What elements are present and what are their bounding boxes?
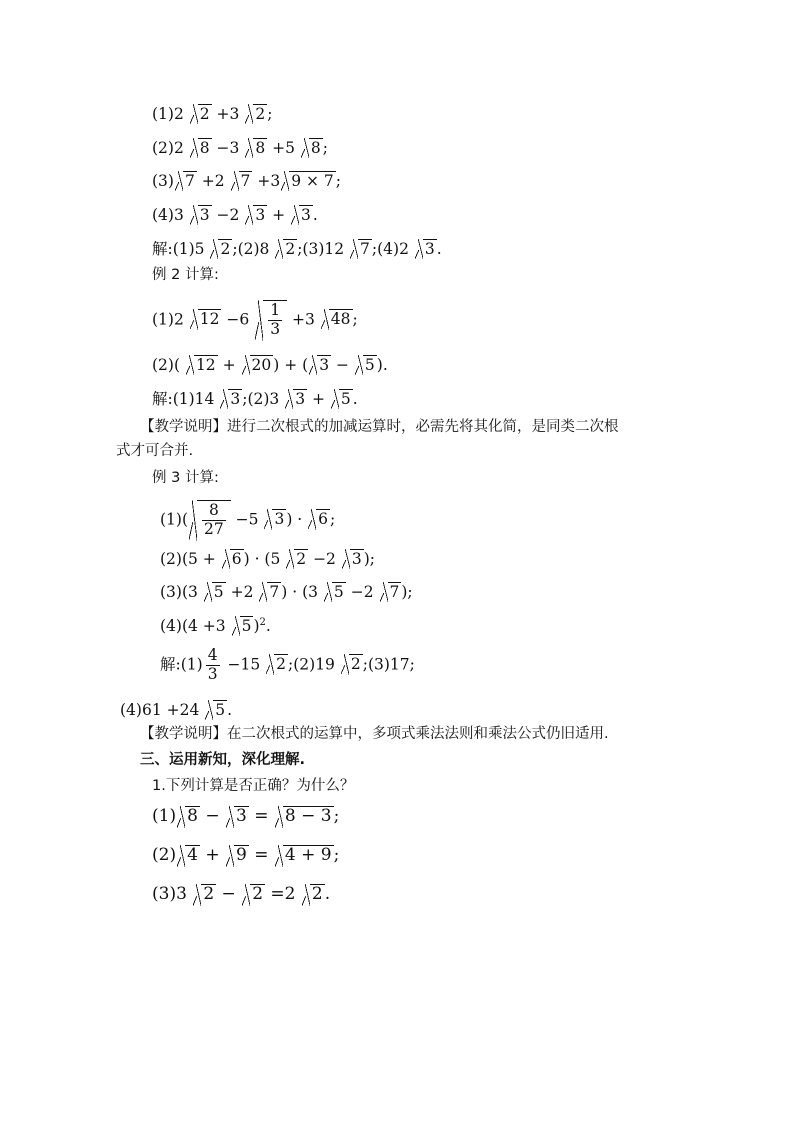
sqrt <box>349 654 363 672</box>
text: ;(2)19 <box>288 655 340 674</box>
radicand: 2 <box>203 884 215 904</box>
sqrt <box>350 549 364 567</box>
sqrt <box>198 205 212 223</box>
numerator: 4 <box>207 646 218 664</box>
sqrt <box>239 171 253 189</box>
radicand: 20 <box>251 356 272 374</box>
sqrt <box>250 355 274 373</box>
text: 解:(1) <box>160 655 203 674</box>
text: (3)3 <box>152 884 193 904</box>
text: (4)(4 +3 <box>160 617 231 635</box>
text: +3 <box>252 172 281 190</box>
radicand: 2 <box>276 655 287 674</box>
text: ) · <box>286 510 308 529</box>
text: =2 <box>265 884 301 904</box>
sqrt <box>198 309 222 327</box>
radicand: 5 <box>213 583 224 601</box>
numerator: 8 <box>208 501 219 519</box>
sqrt <box>317 355 331 373</box>
example-2-heading: 例 2 计算: <box>152 267 219 283</box>
radicand: 3 <box>235 806 247 826</box>
sqrt <box>230 549 244 567</box>
text: ; <box>322 139 329 157</box>
radicand: 7 <box>240 172 251 190</box>
text: ;(4)2 <box>371 240 414 258</box>
example-3-answer <box>160 647 415 684</box>
radicand: 48 <box>330 310 351 329</box>
radicand: 4 + 9 <box>284 845 332 865</box>
text: . <box>352 390 358 408</box>
text: − <box>331 356 354 374</box>
text: ; <box>333 845 340 865</box>
sqrt <box>185 845 200 865</box>
radicand: 6 <box>318 510 329 529</box>
example-2-line-1 <box>152 300 358 339</box>
text: + <box>199 845 225 865</box>
text: (1)( <box>160 510 189 529</box>
radicand: 7 <box>184 172 195 190</box>
text: (2)(5 + <box>160 550 221 568</box>
radicand: 9 × 7 <box>291 172 334 190</box>
sqrt <box>198 138 212 156</box>
text: ; <box>330 510 336 529</box>
radicand: 2 <box>220 240 231 258</box>
text: − <box>216 884 242 904</box>
text: 解:(1)5 <box>152 240 210 258</box>
text: ) <box>253 617 260 635</box>
radicand: 8 <box>310 139 321 157</box>
text: = <box>248 845 274 865</box>
radicand: 9 <box>235 845 247 865</box>
text: (4)61 +24 <box>120 701 205 719</box>
text: (2) <box>152 845 177 865</box>
text: ;(2)3 <box>242 390 285 408</box>
sqrt <box>253 104 267 122</box>
teaching-note-1-line-1: 【教学说明】进行二次根式的加减运算时，必需先将其化简，是同类二次根 <box>140 419 619 435</box>
text: −2 <box>345 583 379 601</box>
sqrt <box>283 239 297 257</box>
text: ; <box>267 105 273 123</box>
sqrt <box>272 509 286 527</box>
sqrt <box>339 389 353 407</box>
radicand: 8 <box>255 139 266 157</box>
exercise-line-4 <box>152 205 318 224</box>
sqrt <box>299 205 313 223</box>
text: ); <box>401 583 413 601</box>
example-3-line-2 <box>160 549 375 568</box>
text: ) · (5 <box>243 550 286 568</box>
radicand: 5 <box>340 390 351 408</box>
sqrt <box>194 355 218 373</box>
radicand: 5 <box>241 617 252 635</box>
text: ) · (3 <box>281 583 323 601</box>
radicand: 7 <box>269 583 280 601</box>
example-3-answer-line-2 <box>120 700 232 719</box>
answer-line-1 <box>152 239 442 258</box>
text: −2 <box>308 550 341 568</box>
example-3-line-1 <box>160 500 335 539</box>
text: (2)( <box>152 356 185 374</box>
radicand: 3 <box>274 510 285 529</box>
text: . <box>436 240 442 258</box>
text: −6 <box>221 310 255 329</box>
sqrt <box>267 582 281 600</box>
radicand: 5 <box>364 356 375 374</box>
radicand: 8 − 3 <box>284 806 332 826</box>
radicand: 2 <box>311 884 323 904</box>
sqrt <box>388 582 402 600</box>
sqrt <box>228 389 242 407</box>
text: ;(2)8 <box>232 240 275 258</box>
text: . <box>265 617 271 635</box>
text: ) + ( <box>273 356 309 374</box>
radicand: 2 <box>285 240 296 258</box>
text: (1)2 <box>152 310 189 329</box>
radicand: 3 <box>301 206 311 224</box>
text: + <box>267 206 291 224</box>
text: + <box>307 390 330 408</box>
radicand: 2 <box>296 550 307 568</box>
radicand: 2 <box>255 105 266 123</box>
sqrt <box>309 138 323 156</box>
sqrt <box>250 884 265 904</box>
question-line-1 <box>152 806 339 826</box>
radicand: 12 <box>199 310 220 329</box>
sqrt <box>332 582 346 600</box>
fraction <box>268 302 282 339</box>
text: −2 <box>211 206 245 224</box>
radicand: 8 <box>199 139 210 157</box>
radicand: 3 <box>295 390 306 408</box>
text: (4)3 <box>152 206 189 224</box>
section-3-title: 三、运用新知，深化理解. <box>140 752 306 768</box>
text: +3 <box>287 310 320 329</box>
sqrt <box>234 845 249 865</box>
sqrt <box>283 806 334 826</box>
radicand: 12 <box>195 356 216 374</box>
sqrt <box>263 300 287 339</box>
sqrt <box>234 806 249 826</box>
text: = <box>248 806 274 826</box>
radicand: 3 <box>230 390 241 408</box>
text: (3) <box>152 172 174 190</box>
sqrt <box>363 355 377 373</box>
text: +3 <box>211 105 245 123</box>
radicand: 5 <box>333 583 344 601</box>
radicand: 6 <box>231 550 242 568</box>
exponent: 2 <box>259 616 266 628</box>
example-3-heading: 例 3 计算: <box>152 470 219 486</box>
sqrt <box>197 500 231 539</box>
sqrt <box>212 582 226 600</box>
text: + <box>217 356 241 374</box>
denominator: 3 <box>207 664 218 683</box>
sqrt <box>218 239 232 257</box>
radicand: 5 <box>215 701 226 719</box>
question-line-3 <box>152 884 330 904</box>
text: − <box>199 806 225 826</box>
denominator: 27 <box>204 519 224 538</box>
text: . <box>227 701 233 719</box>
question-1-intro: 1.下列计算是否正确？为什么？ <box>152 778 355 794</box>
sqrt <box>423 239 437 257</box>
exercise-line-1 <box>152 104 272 123</box>
text: −15 <box>222 655 266 674</box>
sqrt <box>274 654 288 672</box>
radicand: 3 <box>319 356 330 374</box>
radicand: 2 <box>350 655 361 674</box>
text: ); <box>363 550 375 568</box>
sqrt <box>358 239 372 257</box>
text: −5 <box>230 510 264 529</box>
exercise-line-2 <box>152 138 328 157</box>
text: ;(3)17; <box>362 655 415 674</box>
sqrt <box>294 549 308 567</box>
example-2-answer <box>152 389 358 408</box>
text: 解:(1)14 <box>152 390 220 408</box>
sqrt <box>198 104 212 122</box>
text: ; <box>333 806 340 826</box>
sqrt <box>310 884 325 904</box>
radicand: 3 <box>255 206 266 224</box>
text: ; <box>352 310 358 329</box>
radicand: 3 <box>199 206 210 224</box>
numerator: 1 <box>270 301 281 319</box>
sqrt <box>293 389 307 407</box>
radicand: 4 <box>187 845 198 865</box>
text: +5 <box>267 139 300 157</box>
sqrt <box>289 171 336 189</box>
text: −3 <box>211 139 245 157</box>
text: . <box>312 206 318 224</box>
denominator: 3 <box>270 319 281 338</box>
text: (1)2 <box>152 105 189 123</box>
sqrt <box>253 138 267 156</box>
sqrt <box>283 845 334 865</box>
teaching-note-2: 【教学说明】在二次根式的运算中，多项式乘法法则和乘法公式仍旧适用. <box>140 726 609 742</box>
sqrt <box>316 509 330 527</box>
sqrt <box>213 700 227 718</box>
sqrt <box>329 309 353 327</box>
exercise-line-3 <box>152 171 341 190</box>
teaching-note-1-line-2: 式才可合并. <box>116 443 194 459</box>
text: (2)2 <box>152 139 189 157</box>
radicand: 3 <box>351 550 362 568</box>
radicand: 2 <box>252 884 264 904</box>
text: . <box>324 884 331 904</box>
example-2-line-2 <box>152 355 388 374</box>
radicand: 7 <box>389 583 400 601</box>
example-3-line-4 <box>160 616 271 635</box>
text: (1) <box>152 806 177 826</box>
sqrt <box>240 616 254 634</box>
sqrt <box>185 806 200 826</box>
text: +2 <box>196 172 230 190</box>
text: ). <box>376 356 388 374</box>
text: +2 <box>225 583 259 601</box>
radicand: 8 <box>187 806 198 826</box>
question-line-2 <box>152 845 339 865</box>
radicand: 3 <box>424 240 435 258</box>
radicand: 2 <box>199 105 210 123</box>
sqrt <box>183 171 197 189</box>
radicand: 7 <box>360 240 370 258</box>
sqrt <box>201 884 216 904</box>
text: (3)(3 <box>160 583 203 601</box>
sqrt <box>253 205 267 223</box>
fraction <box>206 647 220 684</box>
text: ; <box>335 172 342 190</box>
text: ;(3)12 <box>297 240 350 258</box>
example-3-line-3 <box>160 582 413 601</box>
fraction <box>202 502 226 539</box>
